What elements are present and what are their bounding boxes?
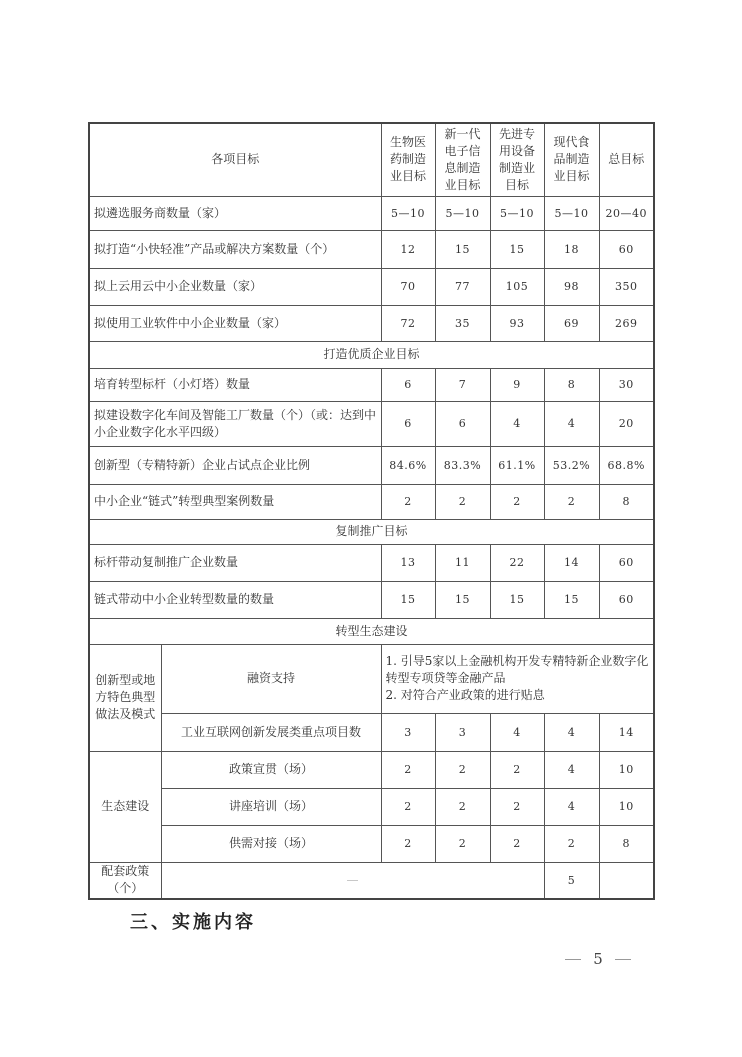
- cell: 15: [435, 581, 490, 618]
- cell: 350: [599, 268, 654, 305]
- header-col: 总目标: [599, 123, 654, 196]
- cell: 30: [599, 368, 654, 401]
- targets-table: [88, 122, 655, 900]
- cell: 7: [435, 368, 490, 401]
- cell: 53.2%: [544, 446, 599, 484]
- table-row: [89, 446, 654, 484]
- cell: 13: [381, 544, 435, 581]
- merged-cell: —: [161, 862, 544, 899]
- cell: 269: [599, 305, 654, 341]
- table-header-row: [89, 123, 654, 196]
- cell: 18: [544, 230, 599, 268]
- cell: 69: [544, 305, 599, 341]
- cell: 2: [490, 825, 544, 862]
- row-label: 标杆带动复制推广企业数量: [89, 544, 381, 581]
- cell: 15: [490, 581, 544, 618]
- cell: 15: [490, 230, 544, 268]
- cell: 98: [544, 268, 599, 305]
- table-row: [89, 751, 654, 788]
- cell: 15: [381, 581, 435, 618]
- cell: 2: [544, 825, 599, 862]
- cell: 5: [544, 862, 599, 899]
- cell: 2: [490, 788, 544, 825]
- cell: 15: [435, 230, 490, 268]
- cell: 3: [435, 713, 490, 751]
- cell: 8: [544, 368, 599, 401]
- cell: 84.6%: [381, 446, 435, 484]
- cell: 68.8%: [599, 446, 654, 484]
- cell: 2: [490, 484, 544, 519]
- table-row: [89, 825, 654, 862]
- table-row: [89, 484, 654, 519]
- row-label: 拟打造“小快轻准”产品或解决方案数量（个）: [89, 230, 381, 268]
- table-row: [89, 230, 654, 268]
- group-label: 创新型或地方特色典型做法及模式: [89, 644, 161, 751]
- cell: 83.3%: [435, 446, 490, 484]
- cell: 6: [381, 401, 435, 446]
- cell: 77: [435, 268, 490, 305]
- cell: 14: [599, 713, 654, 751]
- cell: 6: [435, 401, 490, 446]
- page-number: 5: [565, 950, 631, 968]
- cell: 4: [544, 401, 599, 446]
- table-row: [89, 196, 654, 230]
- cell: 4: [544, 713, 599, 751]
- cell: 20: [599, 401, 654, 446]
- cell: 2: [381, 751, 435, 788]
- cell: 4: [490, 401, 544, 446]
- cell: 2: [435, 825, 490, 862]
- cell: 61.1%: [490, 446, 544, 484]
- table-row: [89, 368, 654, 401]
- cell: 6: [381, 368, 435, 401]
- cell: 8: [599, 484, 654, 519]
- cell: 105: [490, 268, 544, 305]
- cell: 3: [381, 713, 435, 751]
- header-item: 各项目标: [89, 123, 381, 196]
- cell: 8: [599, 825, 654, 862]
- cell: 22: [490, 544, 544, 581]
- cell: 60: [599, 581, 654, 618]
- row-label: 政策宣贯（场）: [161, 751, 381, 788]
- cell: 10: [599, 788, 654, 825]
- cell: 2: [435, 751, 490, 788]
- cell: 2: [381, 825, 435, 862]
- cell: 35: [435, 305, 490, 341]
- cell: 12: [381, 230, 435, 268]
- cell: 20—40: [599, 196, 654, 230]
- row-label: 讲座培训（场）: [161, 788, 381, 825]
- row-label: 拟遴选服务商数量（家）: [89, 196, 381, 230]
- cell: 5—10: [381, 196, 435, 230]
- section-heading: 三、实施内容: [130, 912, 256, 933]
- financing-label: 融资支持: [161, 644, 381, 713]
- row-label: 配套政策（个）: [89, 862, 161, 899]
- table-row: [89, 305, 654, 341]
- cell: 9: [490, 368, 544, 401]
- cell: 15: [544, 581, 599, 618]
- cell: 2: [381, 788, 435, 825]
- cell: 70: [381, 268, 435, 305]
- cell: 14: [544, 544, 599, 581]
- table-row: [89, 581, 654, 618]
- row-label: 链式带动中小企业转型数量的数量: [89, 581, 381, 618]
- cell: 93: [490, 305, 544, 341]
- row-label: 培育转型标杆（小灯塔）数量: [89, 368, 381, 401]
- row-label: 供需对接（场）: [161, 825, 381, 862]
- cell: 4: [544, 788, 599, 825]
- header-col: 新一代 电子信 息制造 业目标: [435, 123, 490, 196]
- table-row: [89, 862, 654, 899]
- financing-content: 1. 引导5家以上金融机构开发专精特新企业数字化转型专项贷等金融产品 2. 对符合产业政策的进行贴息: [381, 644, 654, 713]
- row-label: 工业互联网创新发展类重点项目数: [161, 713, 381, 751]
- table-row: [89, 544, 654, 581]
- cell: 2: [435, 484, 490, 519]
- table-row: [89, 788, 654, 825]
- table-row: [89, 401, 654, 446]
- cell: 60: [599, 544, 654, 581]
- header-col: 现代食 品制造 业目标: [544, 123, 599, 196]
- group-label: 生态建设: [89, 751, 161, 862]
- section-title: 打造优质企业目标: [89, 341, 654, 368]
- cell: 2: [544, 484, 599, 519]
- row-label: 拟使用工业软件中小企业数量（家）: [89, 305, 381, 341]
- cell: 11: [435, 544, 490, 581]
- table-row: [89, 713, 654, 751]
- row-label: 中小企业“链式”转型典型案例数量: [89, 484, 381, 519]
- table-row: [89, 268, 654, 305]
- cell: 2: [435, 788, 490, 825]
- cell: 72: [381, 305, 435, 341]
- row-label: 拟建设数字化车间及智能工厂数量（个）（或：达到中小企业数字化水平四级）: [89, 401, 381, 446]
- cell: 5—10: [490, 196, 544, 230]
- cell: 2: [381, 484, 435, 519]
- cell: 5—10: [435, 196, 490, 230]
- cell: 4: [490, 713, 544, 751]
- section-title: 复制推广目标: [89, 519, 654, 544]
- header-col: 生物医 药制造 业目标: [381, 123, 435, 196]
- row-label: 拟上云用云中小企业数量（家）: [89, 268, 381, 305]
- row-label: 创新型（专精特新）企业占试点企业比例: [89, 446, 381, 484]
- header-col: 先进专 用设备 制造业 目标: [490, 123, 544, 196]
- cell: 10: [599, 751, 654, 788]
- cell: 5—10: [544, 196, 599, 230]
- section-title: 转型生态建设: [89, 618, 654, 644]
- cell: 60: [599, 230, 654, 268]
- cell: 4: [544, 751, 599, 788]
- cell: 2: [490, 751, 544, 788]
